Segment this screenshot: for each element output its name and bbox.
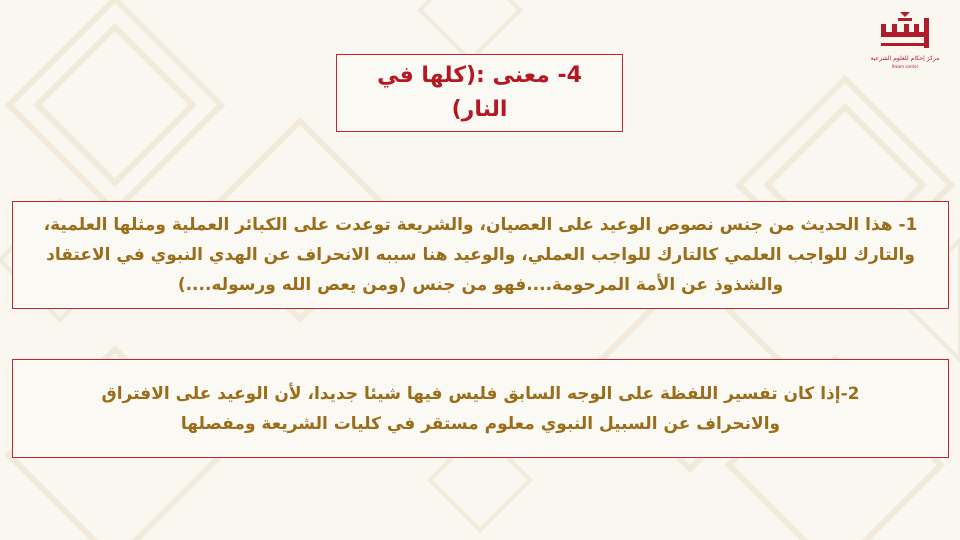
logo-subtitle: Ihkam center xyxy=(891,64,919,69)
slide-title: 4- معنى :(كلها في النار) xyxy=(377,63,582,122)
paragraph-box-2 xyxy=(12,359,949,458)
paragraph-text-1: 1- هذا الحديث من جنس نصوص الوعيد على العصيان، والشريعة توعدت على الكبائر العملية ومثلها العلمية، والتارك للواجب العلمي كالتارك للواجب العملي، والوعيد هنا سببه الانحراف عن الهدي النبوي في الاعتقاد والشذوذ عن الأمة المرحومة....فهو من جنس (ومن يعص الله ورسوله....) xyxy=(43,215,918,295)
paragraph-box-1 xyxy=(12,201,949,309)
paragraph-text-2: 2-إذا كان تفسير اللفظة على الوجه السابق فليس فيها شيئا جديدا، لأن الوعيد على الافتراق والانحراف عن السبيل النبوي معلوم مستقر في كليات الشريعة ومفصلها xyxy=(101,383,860,434)
brand-logo xyxy=(868,10,942,72)
logo-tagline: مركز إحكام للعلوم الشرعية xyxy=(870,55,940,62)
ihkam-logo-icon xyxy=(878,10,932,54)
title-box xyxy=(336,54,623,132)
